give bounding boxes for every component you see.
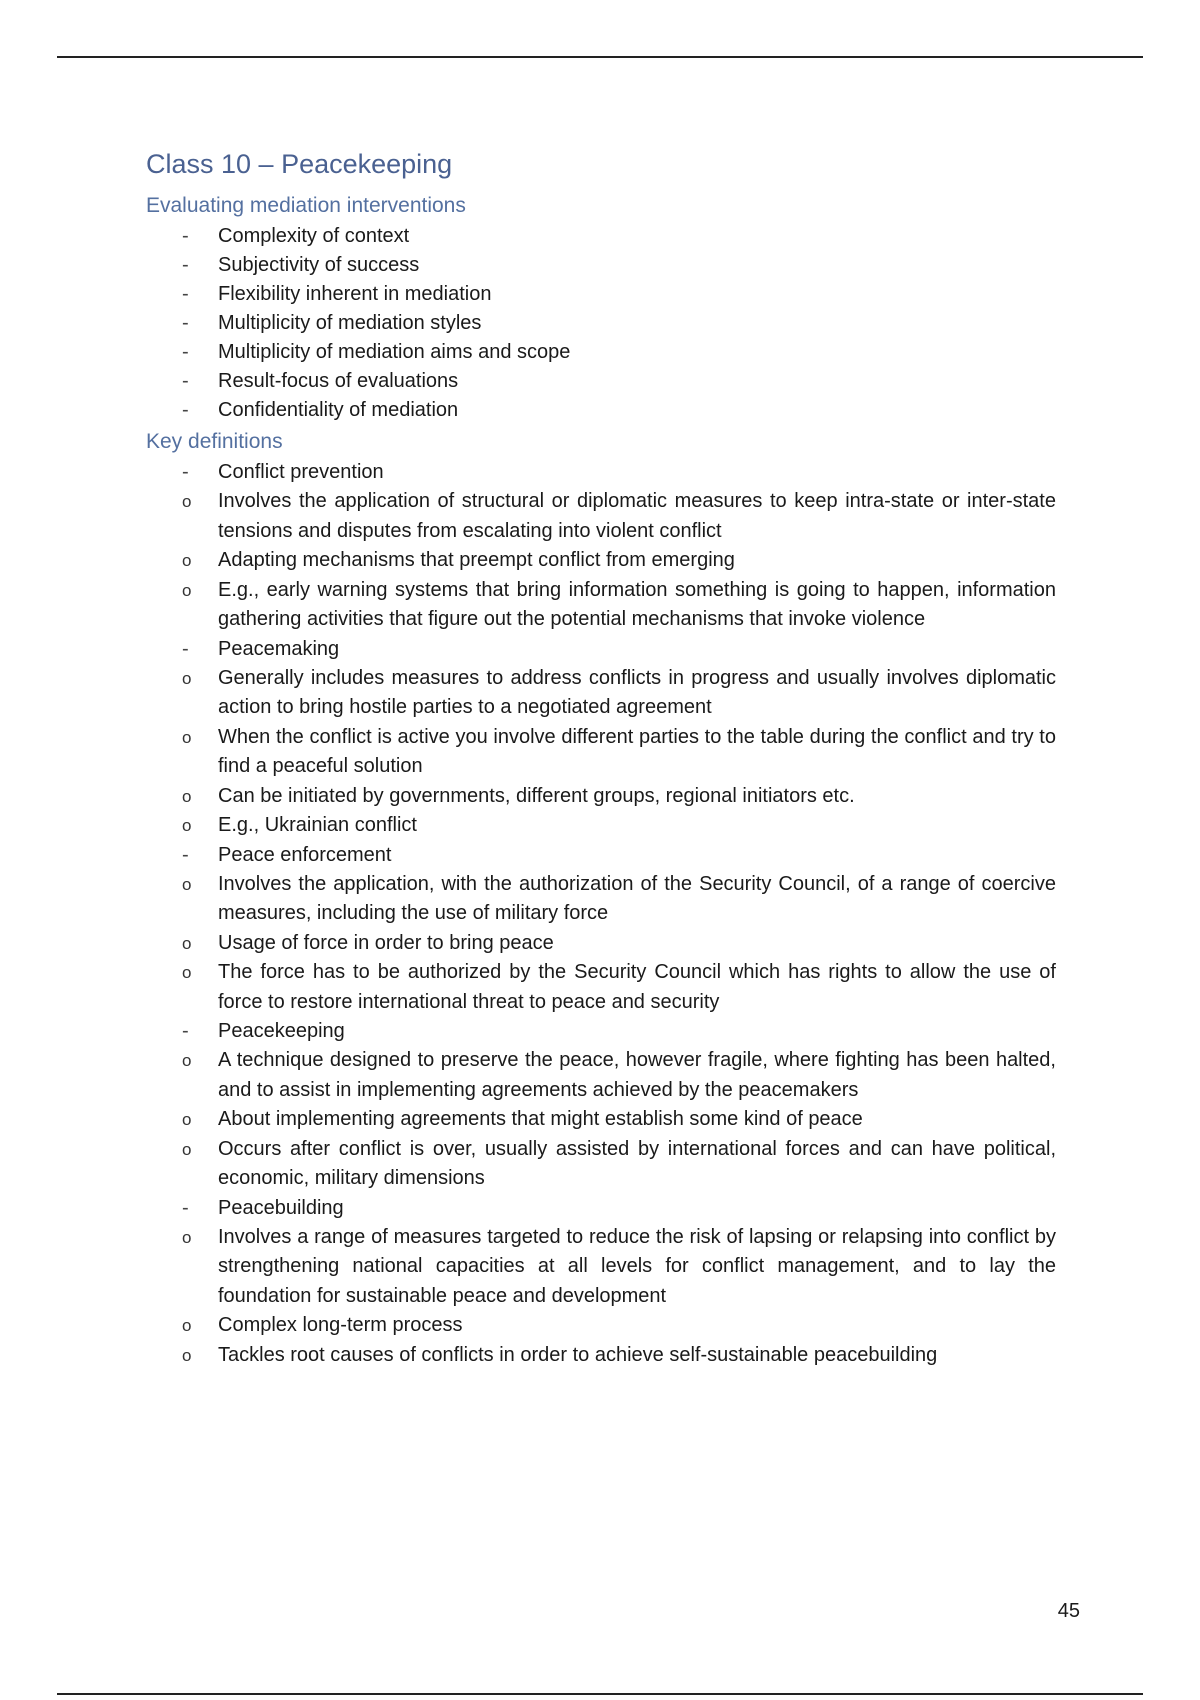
circle-bullet: o [182, 1316, 192, 1335]
circle-bullet: o [182, 580, 192, 600]
sub-list-item-text: E.g., early warning systems that bring information something is going to happen, information gathering activities that figure out the potential mechanisms that invoke violence [218, 578, 1056, 630]
sub-list-item-text: The force has to be authorized by the Security Council which has rights to allow the use of force to restore international threat to peace and security [218, 961, 1056, 1013]
sub-list-item [146, 1135, 1056, 1194]
dash-bullet: - [182, 283, 189, 305]
dash-bullet: - [182, 399, 189, 421]
sub-list-item [146, 1341, 1056, 1371]
list-item [146, 396, 1056, 425]
sub-list-item-text: Can be initiated by governments, different groups, regional initiators etc. [218, 784, 855, 807]
list-item [146, 309, 1056, 338]
term-points [146, 487, 1056, 635]
section-heading-evaluating: Evaluating mediation interventions [146, 194, 466, 217]
dash-bullet: - [182, 254, 189, 276]
term-label: Conflict prevention [218, 461, 384, 483]
circle-bullet: o [182, 816, 192, 835]
circle-bullet: o [182, 874, 192, 894]
sub-list-item-text: Adapting mechanisms that preempt conflict from emerging [218, 549, 735, 571]
definition-term-conflict-prevention [146, 458, 1056, 635]
sub-list-item [146, 1046, 1056, 1105]
circle-bullet: o [182, 1051, 192, 1070]
term-points [146, 1223, 1056, 1371]
list-item-text: Complexity of context [218, 225, 410, 247]
page-number: 45 [1057, 1600, 1080, 1622]
dash-bullet: - [182, 1196, 189, 1219]
dash-bullet: - [182, 461, 189, 483]
header-rule [57, 56, 1143, 58]
circle-bullet: o [182, 933, 192, 953]
document-body [146, 145, 1056, 1370]
footer-rule [57, 1693, 1143, 1695]
circle-bullet: o [182, 1110, 192, 1129]
dash-bullet: - [182, 1020, 189, 1042]
list-item-text: Subjectivity of success [218, 254, 420, 276]
dash-bullet: - [182, 312, 189, 334]
sub-list-item [146, 1311, 1056, 1341]
sub-list-item [146, 487, 1056, 546]
sub-list-item-text: Tackles root causes of conflicts in order to achieve self-sustainable peacebuilding [218, 1343, 938, 1366]
definition-term-peace-enforcement [146, 841, 1056, 1018]
term-points [146, 870, 1056, 1018]
dash-bullet: - [182, 341, 189, 363]
list-item-text: Confidentiality of mediation [218, 399, 459, 421]
section-heading-definitions: Key definitions [146, 430, 283, 453]
list-item-text: Multiplicity of mediation styles [218, 312, 482, 334]
page-title: Class 10 – Peacekeeping [146, 149, 453, 179]
circle-bullet: o [182, 492, 192, 511]
definition-term-peacebuilding [146, 1194, 1056, 1371]
sub-list-item-text: Involves the application, with the authorization of the Security Council, of a range of coercive measures, including the use of military force [218, 872, 1056, 924]
dash-bullet: - [182, 843, 189, 866]
circle-bullet: o [182, 727, 192, 747]
sub-list-item-text: E.g., Ukrainian conflict [218, 814, 417, 836]
sub-list-item-text: About implementing agreements that might establish some kind of peace [218, 1108, 863, 1130]
sub-list-item-text: Generally includes measures to address conflicts in progress and usually involves diplomatic action to bring hostile parties to a negotiated agreement [218, 666, 1056, 718]
evaluating-list [146, 222, 1056, 425]
sub-list-item [146, 664, 1056, 723]
dash-bullet: - [182, 370, 189, 392]
circle-bullet: o [182, 786, 192, 806]
sub-list-item [146, 576, 1056, 635]
sub-list-item [146, 811, 1056, 841]
list-item [146, 280, 1056, 309]
circle-bullet: o [182, 668, 192, 688]
list-item-text: Result-focus of evaluations [218, 370, 459, 392]
sub-list-item [146, 870, 1056, 929]
term-label: Peacekeeping [218, 1020, 345, 1042]
dash-bullet: - [182, 225, 189, 247]
sub-list-item-text: A technique designed to preserve the peace, however fragile, where fighting has been halted, and to assist in implementing agreements achieved by the peacemakers [218, 1049, 1056, 1101]
sub-list-item-text: Complex long-term process [218, 1314, 463, 1336]
list-item [146, 367, 1056, 396]
circle-bullet: o [182, 551, 192, 570]
sub-list-item-text: Occurs after conflict is over, usually assisted by international forces and can have political, economic, military dimensions [218, 1137, 1056, 1189]
sub-list-item [146, 1105, 1056, 1135]
sub-list-item [146, 546, 1056, 576]
term-label: Peacemaking [218, 637, 340, 660]
list-item-text: Multiplicity of mediation aims and scope [218, 341, 571, 363]
list-item-text: Flexibility inherent in mediation [218, 283, 492, 305]
sub-list-item [146, 958, 1056, 1017]
list-item [146, 222, 1056, 251]
definition-term-peacemaking [146, 635, 1056, 841]
term-points [146, 664, 1056, 841]
dash-bullet: - [182, 637, 189, 660]
sub-list-item-text: When the conflict is active you involve different parties to the table during the conflict and try to find a peaceful solution [218, 725, 1056, 777]
circle-bullet: o [182, 1345, 192, 1365]
term-label: Peace enforcement [218, 843, 392, 866]
circle-bullet: o [182, 1139, 192, 1159]
sub-list-item [146, 929, 1056, 959]
sub-list-item-text: Involves the application of structural or diplomatic measures to keep intra-state or inter-state tensions and disputes from escalating into violent conflict [218, 490, 1056, 542]
term-label: Peacebuilding [218, 1196, 344, 1219]
definition-term-peacekeeping [146, 1017, 1056, 1194]
list-item [146, 251, 1056, 280]
sub-list-item-text: Involves a range of measures targeted to reduce the risk of lapsing or relapsing into conflict by strengthening national capacities at all levels for conflict management, and to lay the foundation for sustainable peace and development [218, 1225, 1056, 1307]
list-item [146, 338, 1056, 367]
circle-bullet: o [182, 963, 192, 982]
sub-list-item [146, 782, 1056, 812]
sub-list-item [146, 723, 1056, 782]
term-points [146, 1046, 1056, 1194]
definitions-list [146, 458, 1056, 1370]
sub-list-item [146, 1223, 1056, 1312]
sub-list-item-text: Usage of force in order to bring peace [218, 931, 554, 954]
circle-bullet: o [182, 1227, 192, 1247]
